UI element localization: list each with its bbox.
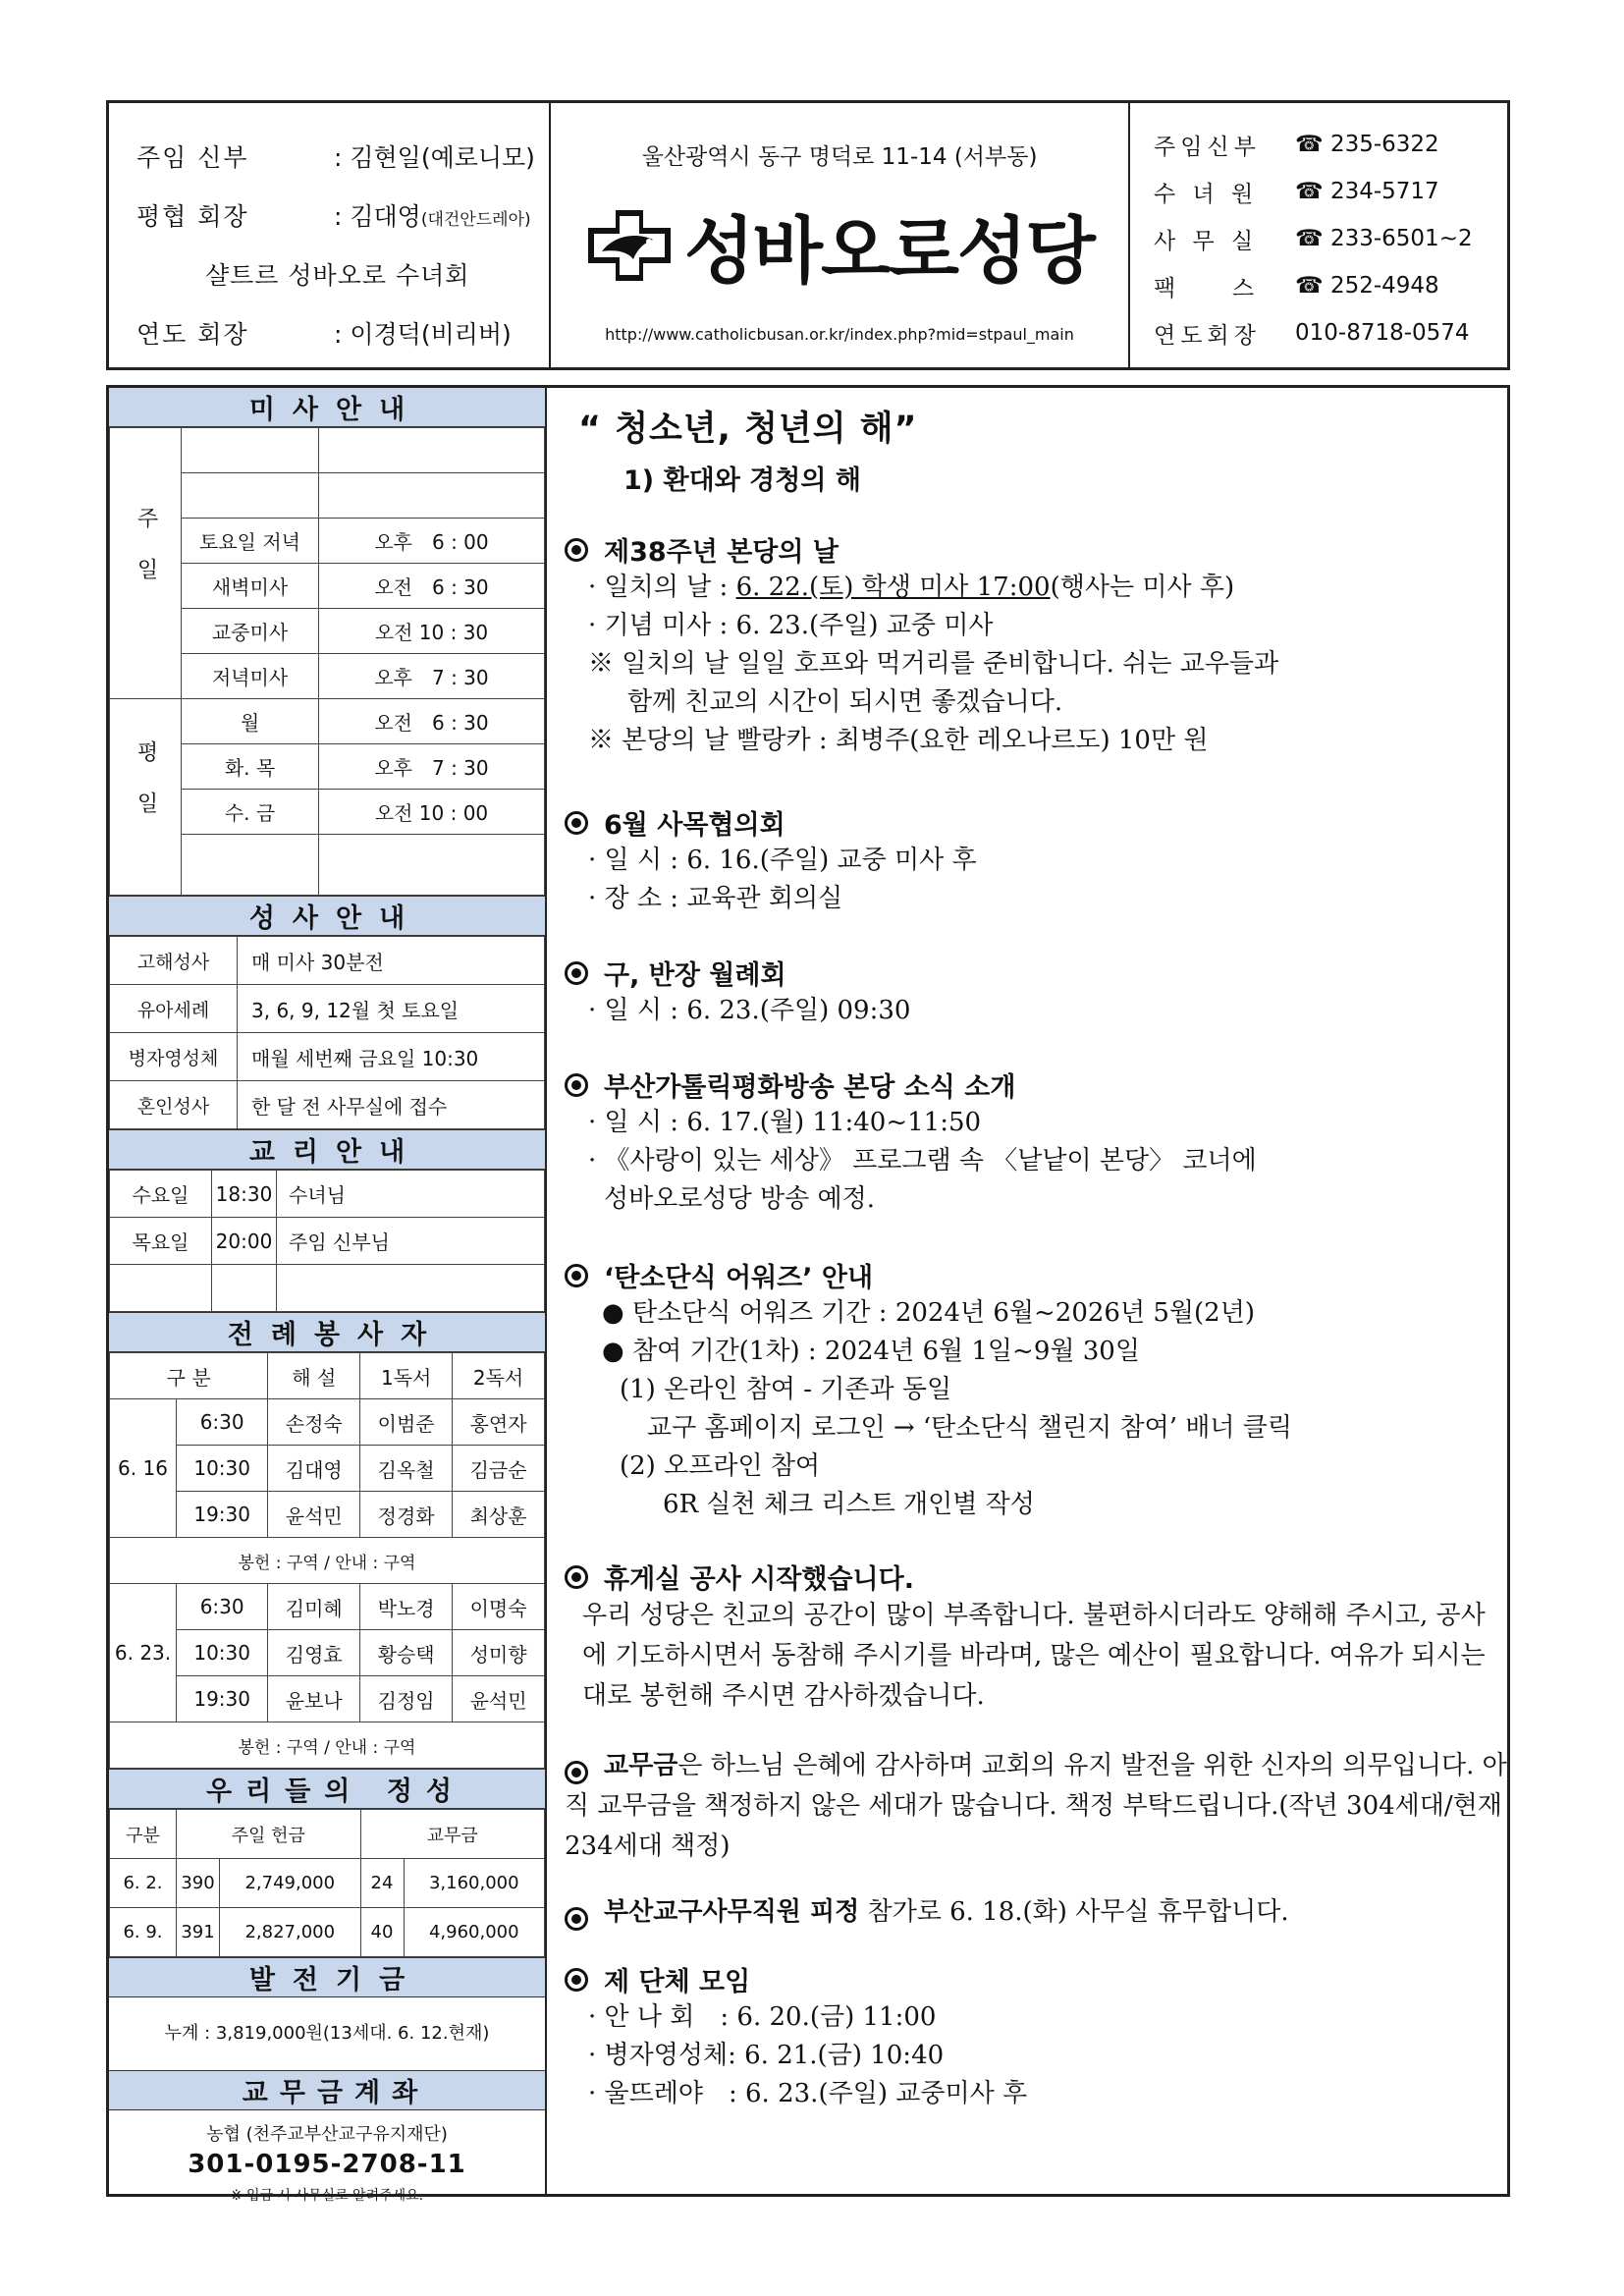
notice-item — [565, 1558, 1507, 1717]
notice-line-text: · 일치의 날 : — [588, 573, 736, 602]
empty-cell — [182, 428, 319, 473]
notice-item — [565, 1960, 1507, 2113]
mass-name: 교중미사 — [182, 609, 319, 654]
mass-name: 수. 금 — [182, 790, 319, 835]
liturgy-reader-1: 김정임 — [360, 1676, 453, 1722]
sacrament-value: 3, 6, 9, 12월 첫 토요일 — [238, 985, 545, 1033]
notice-item — [565, 1746, 1507, 1867]
bullet-icon — [565, 1761, 588, 1784]
catechism-teacher: 주임 신부님 — [277, 1218, 545, 1265]
table-row — [110, 1171, 545, 1218]
sacrament-label: 병자영성체 — [110, 1033, 238, 1081]
mass-time: 오후 7 : 30 — [319, 654, 545, 699]
sacrament-value: 한 달 전 사무실에 접수 — [238, 1081, 545, 1129]
notice-heading-text: 부산가톨릭평화방송 본당 소식 소개 — [604, 1072, 1016, 1103]
liturgy-header: 해 설 — [268, 1353, 360, 1399]
liturgy-time: 10:30 — [177, 1630, 268, 1676]
council-label: 평협 회장 — [136, 202, 249, 231]
empty-cell — [182, 835, 319, 896]
bulletin-header — [106, 100, 1510, 370]
table-row — [110, 1081, 545, 1129]
table-row — [110, 937, 545, 985]
notice-line: ※ 일치의 날 일일 호프와 먹거리를 준비합니다. 쉬는 교우들과 — [588, 649, 1279, 679]
account-box — [109, 2110, 545, 2205]
mass-time: 오전 6 : 30 — [319, 564, 545, 609]
liturgy-commentator: 윤석민 — [268, 1492, 360, 1538]
dove-cross-logo-icon — [584, 206, 675, 285]
offering-date: 6. 9. — [110, 1908, 177, 1957]
notice-line: · 일 시 : 6. 16.(주일) 교중 미사 후 — [588, 846, 977, 875]
mass-time: 오전 10 : 00 — [319, 790, 545, 835]
council-name-wrap — [309, 197, 531, 233]
liturgy-date: 6. 23. — [110, 1584, 177, 1722]
dues-amount: 3,160,000 — [404, 1859, 545, 1908]
offering-header: 교무금 — [360, 1810, 545, 1859]
empty-cell — [110, 1265, 212, 1312]
table-row — [110, 1859, 545, 1908]
notice-line: · 기념 미사 : 6. 23.(주일) 교중 미사 — [588, 611, 994, 640]
page-subtitle: 1) 환대와 경청의 해 — [623, 465, 861, 496]
church-logo — [584, 193, 1094, 298]
notice-heading-text: 6월 사목협의회 — [604, 810, 785, 841]
notice-heading — [565, 1066, 1507, 1104]
notice-line: 함께 친교의 시간이 되시면 좋겠습니다. — [627, 687, 1063, 717]
table-row — [110, 1399, 545, 1446]
dues-count: 40 — [360, 1908, 404, 1957]
sacrament-value: 매 미사 30분전 — [238, 937, 545, 985]
mass-time: 오전 6 : 30 — [319, 699, 545, 744]
notice-heading — [565, 1256, 1507, 1294]
liturgy-note: 봉헌 : 구역 / 안내 : 구역 — [110, 1538, 545, 1584]
liturgy-section-title: 전례봉사자 — [109, 1312, 545, 1352]
liturgy-reader-1: 황승택 — [360, 1630, 453, 1676]
notice-line: · 안 나 회 : 6. 20.(금) 11:00 — [588, 2002, 937, 2032]
liturgy-commentator: 김미혜 — [268, 1584, 360, 1630]
liturgy-time: 10:30 — [177, 1446, 268, 1492]
table-row — [110, 1218, 545, 1265]
notice-line: 6R 실천 체크 리스트 개인별 작성 — [663, 1490, 1035, 1519]
mass-section-title: 미사안내 — [109, 388, 545, 427]
notice-line: · 《사랑이 있는 세상》 프로그램 속 〈낱낱이 본당〉 코너에 — [588, 1146, 1257, 1175]
contact-label: 팩 스 — [1154, 275, 1260, 301]
liturgy-time: 19:30 — [177, 1676, 268, 1722]
table-row — [110, 985, 545, 1033]
offering-header: 주일 헌금 — [177, 1810, 361, 1859]
mass-name: 월 — [182, 699, 319, 744]
contact-row — [1154, 215, 1507, 262]
notice-paragraph: 참가로 6. 18.(화) 사무실 휴무합니다. — [859, 1897, 1289, 1927]
offering-amount: 2,827,000 — [220, 1908, 361, 1957]
catechism-section-title: 교리안내 — [109, 1129, 545, 1170]
liturgy-commentator: 김영효 — [268, 1630, 360, 1676]
liturgy-header: 2독서 — [453, 1353, 545, 1399]
liturgy-commentator: 손정숙 — [268, 1399, 360, 1446]
contact-label: 수 녀 원 — [1154, 181, 1259, 207]
bullet-icon — [565, 811, 588, 835]
sunday-label — [110, 428, 182, 699]
notice-line: 성바오로성당 방송 예정. — [604, 1184, 875, 1214]
notice-line: · 장 소 : 교육관 회의실 — [588, 884, 843, 913]
table-row — [110, 699, 545, 744]
fund-section-title: 발전기금 — [109, 1957, 545, 1997]
table-row — [110, 1908, 545, 1957]
empty-cell — [319, 473, 545, 519]
liturgy-commentator: 김대영 — [268, 1446, 360, 1492]
liturgy-time: 19:30 — [177, 1492, 268, 1538]
main-content — [547, 388, 1507, 2194]
notice-heading-text: 제38주년 본당의 날 — [604, 537, 839, 568]
liturgy-commentator: 윤보나 — [268, 1676, 360, 1722]
notice-item — [565, 803, 1507, 918]
contact-label: 사 무 실 — [1154, 228, 1259, 254]
contact-label: 연도회장 — [1154, 322, 1261, 349]
dues-amount: 4,960,000 — [404, 1908, 545, 1957]
clergy-info — [109, 103, 551, 367]
empty-cell — [319, 428, 545, 473]
empty-cell — [182, 473, 319, 519]
liturgy-reader-2: 최상훈 — [453, 1492, 545, 1538]
liturgy-reader-2: 윤석민 — [453, 1676, 545, 1722]
notice-heading — [565, 803, 1507, 842]
contact-row — [1154, 262, 1507, 309]
yeondo-label: 연도 회장 — [136, 320, 249, 349]
sacrament-label: 고해성사 — [110, 937, 238, 985]
notice-item — [565, 954, 1507, 1030]
contact-phone: ☎ 233-6501~2 — [1295, 226, 1473, 251]
mass-name: 새벽미사 — [182, 564, 319, 609]
mass-table — [109, 427, 545, 896]
offerings-section-title: 우리들의 정성 — [109, 1769, 545, 1809]
catechism-time: 18:30 — [212, 1171, 277, 1218]
notice-line: ※ 본당의 날 빨랑카 : 최병주(요한 레오나르도) 10만 원 — [588, 726, 1209, 755]
notice-heading-text: 구, 반장 월례회 — [604, 960, 786, 991]
table-row — [110, 1265, 545, 1312]
notice-heading — [565, 954, 1507, 992]
notice-heading-text: 제 단체 모임 — [604, 1967, 751, 1997]
sisters-name: 샬트르 성바오로 수녀회 — [205, 261, 470, 290]
notice-line: ● 탄소단식 어워즈 기간 : 2024년 6월~2026년 5월(2년) — [602, 1298, 1255, 1328]
notice-item — [565, 1256, 1507, 1524]
notice-line: · 병자영성체: 6. 21.(금) 10:40 — [588, 2041, 945, 2070]
liturgy-reader-1: 박노경 — [360, 1584, 453, 1630]
account-bank: 농협 (천주교부산교구유지재단) — [206, 2124, 448, 2145]
table-row — [110, 428, 545, 473]
catechism-day: 목요일 — [110, 1218, 212, 1265]
mass-name: 화. 목 — [182, 744, 319, 790]
table-row — [110, 1353, 545, 1399]
bullet-icon — [565, 1565, 588, 1589]
church-url[interactable]: http://www.catholicbusan.or.kr/index.php?mid=stpaul_main — [605, 325, 1074, 344]
sacraments-table — [109, 936, 545, 1129]
church-address: 울산광역시 동구 명덕로 11-14 (서부동) — [641, 144, 1038, 170]
yeondo-row — [136, 303, 549, 362]
empty-cell — [212, 1265, 277, 1312]
mass-time: 오후 7 : 30 — [319, 744, 545, 790]
notice-item — [565, 1892, 1507, 1933]
liturgy-header: 1독서 — [360, 1353, 453, 1399]
table-row — [110, 1584, 545, 1630]
liturgy-date: 6. 16 — [110, 1399, 177, 1538]
account-section-title: 교무금계좌 — [109, 2070, 545, 2110]
dues-count: 24 — [360, 1859, 404, 1908]
contact-row — [1154, 309, 1507, 356]
fund-total: 누계 : 3,819,000원(13세대. 6. 12.현재) — [164, 2023, 490, 2044]
contact-label: 주임신부 — [1154, 134, 1261, 160]
pastor-row — [136, 127, 549, 186]
bullet-icon — [565, 1907, 588, 1931]
liturgy-reader-1: 정경화 — [360, 1492, 453, 1538]
notice-heading — [565, 530, 1507, 569]
sisters-row — [136, 245, 549, 303]
bullet-icon — [565, 1264, 588, 1287]
empty-cell — [277, 1265, 545, 1312]
liturgy-reader-2: 김금순 — [453, 1446, 545, 1492]
mass-name: 저녁미사 — [182, 654, 319, 699]
yeondo-name: : 이경덕(비리버) — [309, 320, 512, 349]
church-name: 성바오로성당 — [684, 209, 1094, 294]
contact-phone: ☎ 252-4948 — [1295, 273, 1439, 299]
offering-amount: 2,749,000 — [220, 1859, 361, 1908]
liturgy-reader-1: 이범준 — [360, 1399, 453, 1446]
account-number: 301-0195-2708-11 — [188, 2150, 466, 2179]
bullet-icon — [565, 1073, 588, 1097]
liturgy-header: 구 분 — [110, 1353, 268, 1399]
council-row — [136, 186, 549, 245]
liturgy-reader-2: 성미향 — [453, 1630, 545, 1676]
liturgy-reader-2: 홍연자 — [453, 1399, 545, 1446]
table-row — [110, 1810, 545, 1859]
bullet-icon — [565, 538, 588, 562]
sacrament-label: 혼인성사 — [110, 1081, 238, 1129]
sacrament-value: 매월 세번째 금요일 10:30 — [238, 1033, 545, 1081]
mass-time: 오후 6 : 00 — [319, 519, 545, 564]
notice-line: · 일 시 : 6. 23.(주일) 09:30 — [588, 996, 911, 1025]
bulletin-body — [106, 385, 1510, 2204]
sacraments-section-title: 성사안내 — [109, 896, 545, 936]
liturgy-time: 6:30 — [177, 1584, 268, 1630]
offering-count: 390 — [177, 1859, 220, 1908]
catechism-table — [109, 1170, 545, 1312]
weekday-label — [110, 699, 182, 896]
table-row — [110, 1033, 545, 1081]
notice-heading-text: 부산교구사무직원 피정 — [604, 1897, 860, 1927]
notice-line: · 울뜨레야 : 6. 23.(주일) 교중미사 후 — [588, 2079, 1028, 2108]
notice-paragraph-wrap — [565, 1746, 1507, 1867]
contact-list — [1130, 103, 1507, 367]
empty-cell — [319, 835, 545, 896]
notice-line: (2) 오프라인 참여 — [620, 1451, 821, 1481]
notice-line — [588, 569, 1507, 607]
notice-paragraph: 우리 성당은 친교의 공간이 많이 부족합니다. 불편하시더라도 양해해 주시고, 공사에 기도하시면서 동참해 주시기를 바라며, 많은 예산이 필요합니다. 여유가 되시는 대로 봉헌해 주시면 감사하겠습니다. — [582, 1601, 1486, 1711]
contact-phone: ☎ 235-6322 — [1295, 132, 1439, 157]
offering-header: 구분 — [110, 1810, 177, 1859]
sidebar — [109, 388, 547, 2204]
liturgy-table — [109, 1352, 545, 1769]
notice-heading-text: 교무금 — [604, 1751, 678, 1780]
contact-phone: 010-8718-0574 — [1295, 320, 1470, 346]
bullet-icon — [565, 1968, 588, 1992]
notice-heading — [565, 1558, 1507, 1596]
contact-phone: ☎ 234-5717 — [1295, 179, 1439, 204]
liturgy-note: 봉헌 : 구역 / 안내 : 구역 — [110, 1722, 545, 1769]
table-row — [110, 1538, 545, 1584]
notice-line: 교구 홈페이지 로그인 → ‘탄소단식 챌린지 참여’ 배너 클릭 — [647, 1413, 1292, 1443]
catechism-time: 20:00 — [212, 1218, 277, 1265]
catechism-day: 수요일 — [110, 1171, 212, 1218]
sunday-label-text: 주일 — [134, 506, 158, 609]
page-title: “ 청소년, 청년의 해” — [578, 410, 918, 449]
offerings-table — [109, 1809, 545, 1957]
notice-heading-text: 휴게실 공사 시작했습니다. — [604, 1564, 914, 1595]
notice-line-underlined: 6. 22.(토) 학생 미사 17:00 — [735, 573, 1051, 602]
notice-line: ● 참여 기간(1차) : 2024년 6월 1일~9월 30일 — [602, 1337, 1140, 1366]
sacrament-label: 유아세례 — [110, 985, 238, 1033]
contact-row — [1154, 121, 1507, 168]
church-identity — [551, 103, 1130, 367]
notice-paragraph-wrap — [565, 1892, 1507, 1933]
council-name: : 김대영 — [309, 202, 421, 231]
notice-heading — [565, 1960, 1507, 1998]
liturgy-time: 6:30 — [177, 1399, 268, 1446]
notice-item — [565, 530, 1507, 760]
notice-heading-text: ‘탄소단식 어워즈’ 안내 — [604, 1263, 874, 1293]
pastor-label: 주임 신부 — [136, 143, 249, 172]
notice-line: (1) 온라인 참여 - 기존과 동일 — [620, 1375, 952, 1404]
contact-row — [1154, 168, 1507, 215]
liturgy-reader-1: 김옥철 — [360, 1446, 453, 1492]
catechism-teacher: 수녀님 — [277, 1171, 545, 1218]
notice-paragraph: 은 하느님 은혜에 감사하며 교회의 유지 발전을 위한 신자의 의무입니다. 아직 교무금을 책정하지 않은 세대가 많습니다. 책정 부탁드립니다.(작년 304세대/현재 234세대 책정) — [565, 1751, 1507, 1861]
notice-line-tail: (행사는 미사 후) — [1050, 573, 1235, 602]
notice-line: · 일 시 : 6. 17.(월) 11:40~11:50 — [588, 1108, 982, 1137]
council-baptismal-name: (대건안드레아) — [420, 210, 531, 230]
pastor-name: : 김현일(예로니모) — [309, 143, 535, 172]
offering-count: 391 — [177, 1908, 220, 1957]
notice-item — [565, 1066, 1507, 1219]
table-row — [110, 1722, 545, 1769]
weekday-label-text: 평일 — [134, 739, 158, 843]
mass-name: 토요일 저녁 — [182, 519, 319, 564]
account-note: ※ 입금 시 사무실로 알려주세요. — [230, 2188, 424, 2204]
liturgy-reader-2: 이명숙 — [453, 1584, 545, 1630]
offering-date: 6. 2. — [110, 1859, 177, 1908]
mass-time: 오전 10 : 30 — [319, 609, 545, 654]
bullet-icon — [565, 961, 588, 985]
